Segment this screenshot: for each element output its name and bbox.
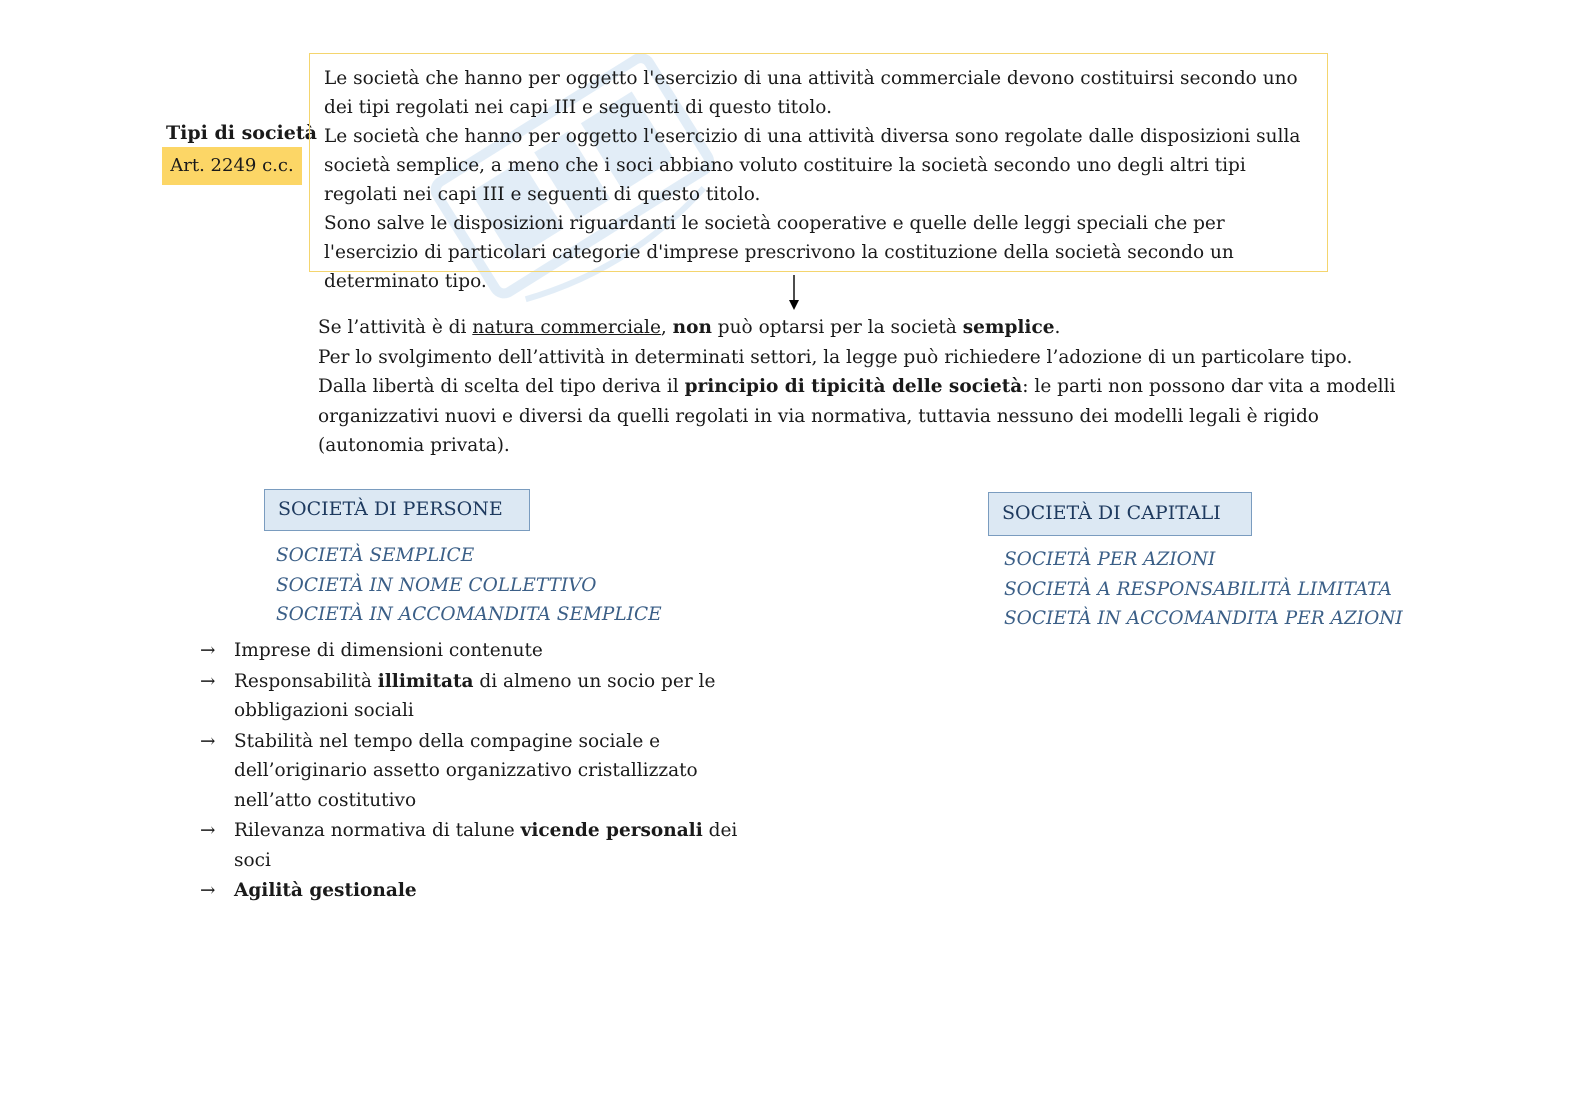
types-list-persone (276, 541, 662, 630)
article-paragraph-1: Le società che hanno per oggetto l'esercizio di una attività commerciale devono costituirsi secondo uno dei tipi regolati nei capi III e seguenti di questo titolo. (324, 68, 1298, 118)
list-item: → Stabilità nel tempo della compagine sociale e dell’originario assetto organizzativo cristallizzato nell’atto costitutivo (200, 727, 780, 816)
article-paragraph-2: Le società che hanno per oggetto l'esercizio di una attività diversa sono regolate dalle disposizioni sulla società semplice, a meno che i soci abbiano voluto costituire la società secondo uno degli altri tipi regolati nei capi III e seguenti di questo titolo. (324, 126, 1301, 205)
types-list-capitali (1004, 545, 1403, 634)
explanation-line-1: Se l’attività è di natura commerciale, non può optarsi per la società semplice. (318, 317, 1061, 338)
right-arrow-icon: → (200, 640, 216, 661)
list-item: SOCIETÀ IN ACCOMANDITA SEMPLICE (276, 604, 662, 625)
down-arrow-icon (788, 275, 800, 311)
article-reference: Art. 2249 c.c. (162, 147, 302, 185)
explanation-line-2: Per lo svolgimento dell’attività in determinati settori, la legge può richiedere l’adozione di un particolare tipo. (318, 346, 1353, 368)
list-item: → Agilità gestionale (200, 876, 780, 906)
list-item: SOCIETÀ A RESPONSABILITÀ LIMITATA (1004, 578, 1392, 600)
list-item: SOCIETÀ IN ACCOMANDITA PER AZIONI (1004, 608, 1403, 629)
list-item: → Rilevanza normativa di talune vicende personali dei soci (200, 816, 780, 875)
category-header-capitali: SOCIETÀ DI CAPITALI (988, 492, 1252, 536)
list-item: SOCIETÀ IN NOME COLLETTIVO (276, 574, 597, 596)
article-text-box (309, 53, 1328, 292)
category-header-persone: SOCIETÀ DI PERSONE (264, 489, 530, 531)
explanation (318, 313, 1428, 461)
right-arrow-icon: → (200, 880, 216, 901)
list-item: SOCIETÀ SEMPLICE (276, 545, 475, 566)
right-arrow-icon: → (200, 670, 216, 692)
explanation-line-3: Dalla libertà di scelta del tipo deriva il principio di tipicità delle società: le parti non possono dar vita a modelli organizzativi nuovi e diversi da quelli regolati in via normativa, tuttavia nessuno dei modelli legali è rigido (autonomia privata). (318, 376, 1396, 456)
section-title: Tipi di società (166, 122, 317, 144)
features-list (200, 636, 780, 907)
article-paragraph-3: Sono salve le disposizioni riguardanti le società cooperative e quelle delle leggi speciali che per l'esercizio di particolari categorie d'imprese prescrivono la costituzione della società secondo un determinato tipo. (324, 213, 1234, 292)
list-item: → Responsabilità illimitata di almeno un socio per le obbligazioni sociali (200, 667, 780, 726)
list-item: SOCIETÀ PER AZIONI (1004, 549, 1216, 570)
right-arrow-icon: → (200, 820, 216, 841)
right-arrow-icon: → (200, 730, 216, 752)
list-item: → Imprese di dimensioni contenute (200, 636, 780, 666)
